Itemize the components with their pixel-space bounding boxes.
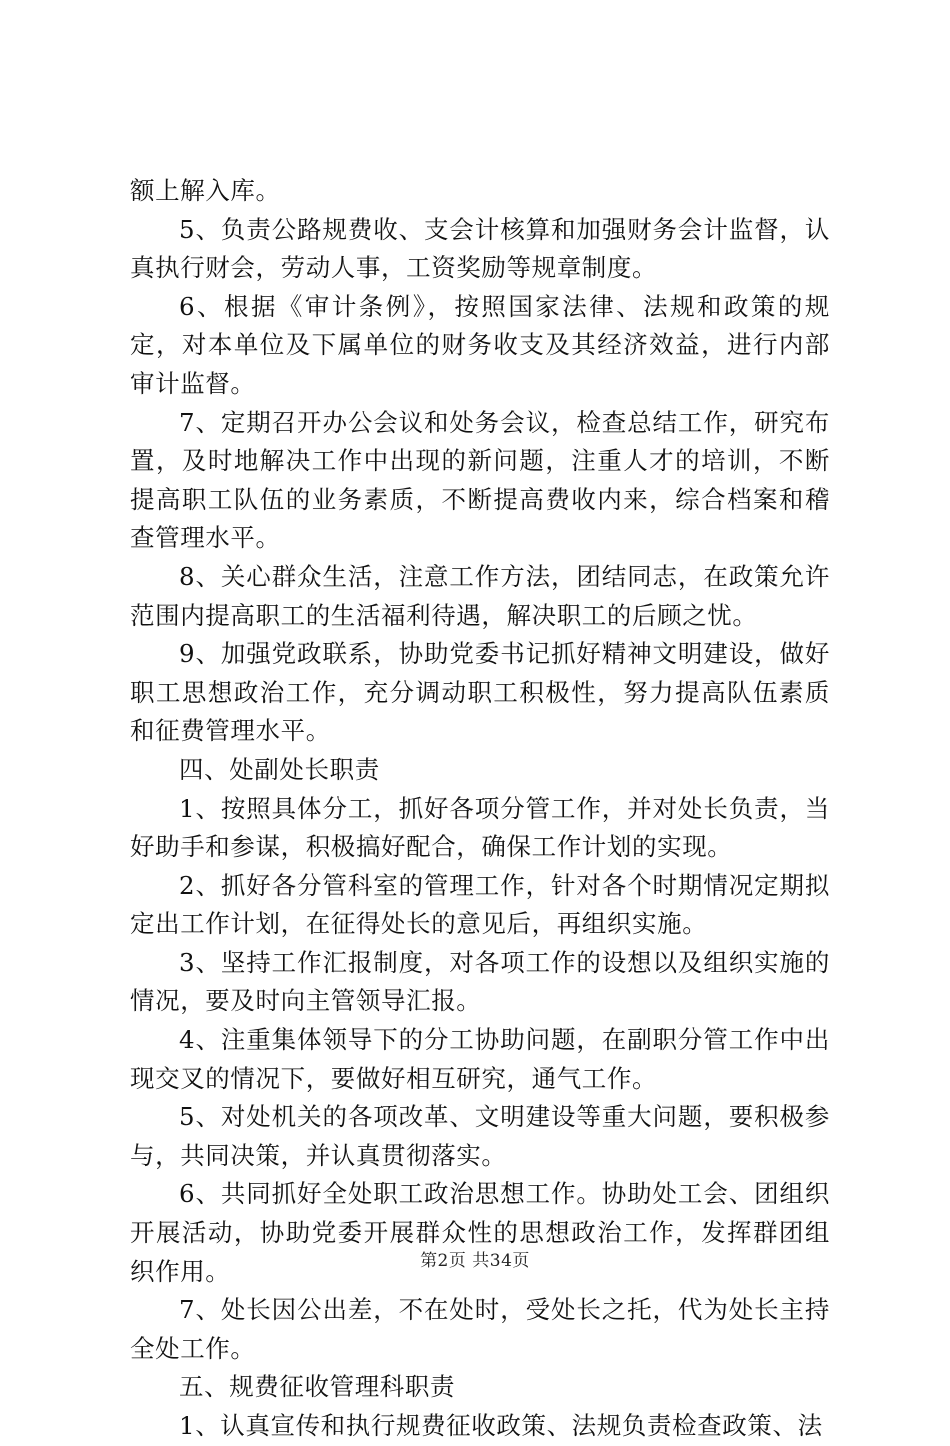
page-number-footer: 第2页 共34页 xyxy=(420,1251,530,1271)
section-heading-deputy-director: 四、处副处长职责 xyxy=(179,754,380,784)
paragraph-deputy-item-3: 3、坚持工作汇报制度，对各项工作的设想以及组织实施的情况，要及时向主管领导汇报。 xyxy=(130,947,830,1016)
paragraph-item-5-finance: 5、负责公路规费收、支会计核算和加强财务会计监督，认真执行财会，劳动人事，工资奖励等规章制度。 xyxy=(130,214,830,283)
paragraph-item-6-audit: 6、根据《审计条例》，按照国家法律、法规和政策的规定，对本单位及下属单位的财务收支及其经济效益，进行内部审计监督。 xyxy=(130,291,830,398)
paragraph-item-9-party: 9、加强党政联系，协助党委书记抓好精神文明建设，做好职工思想政治工作，充分调动职工积极性，努力提高队伍素质和征费管理水平。 xyxy=(130,639,830,746)
paragraph-deputy-item-7: 7、处长因公出差，不在处时，受处长之托，代为处长主持全处工作。 xyxy=(130,1295,830,1363)
paragraph-deputy-item-5: 5、对处机关的各项改革、文明建设等重大问题，要积极参与，共同决策，并认真贯彻落实。 xyxy=(130,1102,830,1170)
paragraph-item-8-welfare: 8、关心群众生活，注意工作方法，团结同志，在政策允许范围内提高职工的生活福利待遇，解决职工的后顾之忧。 xyxy=(130,561,830,630)
paragraph-item-7-meetings: 7、定期召开办公会议和处务会议，检查总结工作，研究布置，及时地解决工作中出现的新问题，注重人才的培训，不断提高职工队伍的业务素质，不断提高费收内来，综合档案和稽查管理水平。 xyxy=(130,407,830,553)
section-heading-fee-collection: 五、规费征收管理科职责 xyxy=(179,1372,456,1402)
paragraph-deputy-item-6: 6、共同抓好全处职工政治思想工作。协助处工会、团组织开展活动，协助党委开展群众性的思想政治工作，发挥群团组织作用。 xyxy=(130,1179,830,1286)
paragraph-continuation: 额上解入库。 xyxy=(130,176,281,205)
paragraph-fee-item-1: 1、认真宣传和执行规费征收政策、法规负责检查政策、法 xyxy=(179,1411,823,1440)
paragraph-deputy-item-2: 2、抓好各分管科室的管理工作，针对各个时期情况定期拟定出工作计划，在征得处长的意见后，再组织实施。 xyxy=(130,870,830,939)
paragraph-deputy-item-1: 1、按照具体分工，抓好各项分管工作，并对处长负责，当好助手和参谋，积极搞好配合，确保工作计划的实现。 xyxy=(130,793,830,862)
paragraph-deputy-item-4: 4、注重集体领导下的分工协助问题，在副职分管工作中出现交叉的情况下，要做好相互研究，通气工作。 xyxy=(130,1025,830,1093)
